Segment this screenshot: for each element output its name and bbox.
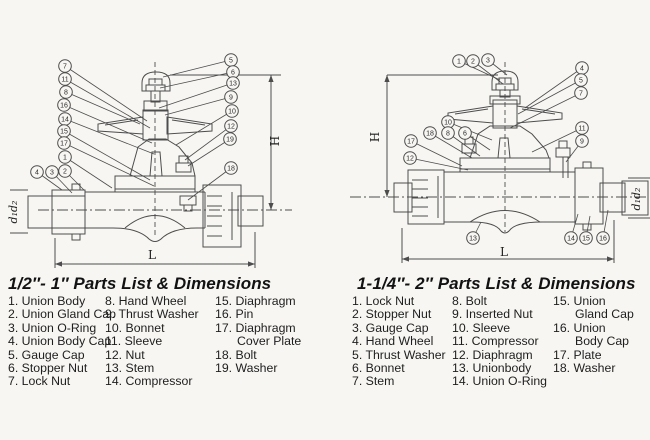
svg-text:7: 7 [579,90,583,98]
callout-1-18 [424,127,437,140]
parts-list-item: 3. Gauge Cap [352,320,429,335]
parts-list-item: 2. Union Gland Cap [8,307,117,322]
parts-list-item: 12. Nut [105,347,145,362]
parts-list-item: 17. Diaphragm [215,320,296,335]
svg-text:9: 9 [229,94,233,102]
callout-leader-0-8 [66,92,140,124]
parts-list-item: 19. Washer [215,361,278,376]
svg-text:12: 12 [227,123,235,131]
dim-label-diameters-large: d₁d₂ [630,187,643,211]
parts-list-item: 15. Union [553,294,606,308]
callout-1-8 [442,127,455,140]
parts-list-small-col2 [105,295,199,389]
parts-list-item: 7. Stem [352,374,395,389]
callout-leader-0-7 [65,66,147,121]
callout-0-1 [59,151,72,164]
callout-0-7 [59,60,72,73]
callout-0-3 [46,166,59,179]
parts-list-large-col1 [352,295,446,389]
svg-text:10: 10 [228,108,236,116]
svg-text:3: 3 [486,57,490,65]
parts-list-item: 2. Stopper Nut [352,307,432,322]
callout-1-16 [597,232,610,245]
parts-list-item: 18. Washer [553,361,616,376]
svg-text:4: 4 [580,65,584,73]
callout-leader-0-19 [188,139,230,166]
svg-text:2: 2 [471,58,475,66]
svg-text:11: 11 [61,76,69,84]
callout-0-5 [225,54,238,67]
callout-0-2 [59,165,72,178]
parts-list-item: 15. Diaphragm [215,294,296,308]
svg-text:5: 5 [579,77,583,85]
callout-0-8 [60,86,73,99]
callout-1-15 [580,232,593,245]
parts-list-item: Cover Plate [237,334,302,349]
callout-leader-1-4 [525,68,582,108]
dim-label-length-small: L [148,248,156,262]
callout-0-18 [225,162,238,175]
callout-0-14 [59,113,72,126]
svg-text:2: 2 [63,168,67,176]
callout-1-14 [565,232,578,245]
callout-1-12 [404,152,417,165]
parts-list-item: 11. Sleeve [105,334,163,349]
svg-text:9: 9 [580,138,584,146]
callout-0-13 [227,77,240,90]
parts-list-item: 7. Lock Nut [8,374,71,389]
svg-text:15: 15 [60,128,68,136]
svg-text:6: 6 [231,69,235,77]
callout-1-9 [576,135,589,148]
parts-list-item: 8. Bolt [452,294,487,308]
svg-text:12: 12 [406,155,414,163]
svg-text:3: 3 [50,169,54,177]
callout-leader-1-12 [410,158,468,170]
svg-text:11: 11 [578,125,586,133]
svg-text:1: 1 [457,58,461,66]
parts-list-item: 6. Stopper Nut [8,361,88,376]
parts-list-small-col3 [215,295,301,375]
svg-text:17: 17 [60,140,68,148]
parts-list-item: 9. Thrust Washer [105,307,199,322]
svg-text:14: 14 [61,116,69,124]
callout-0-12 [225,120,238,133]
parts-list-item: 16. Union [553,320,606,335]
callout-leader-0-6 [160,72,233,88]
svg-text:16: 16 [599,235,607,243]
callout-0-11 [59,73,72,86]
parts-list-item: Body Cap [575,334,630,349]
callout-leader-0-15 [64,131,150,180]
svg-text:4: 4 [35,169,39,177]
parts-list-item: 3. Union O-Ring [8,320,97,335]
callout-1-5 [575,74,588,87]
parts-list-item: 5. Thrust Washer [352,347,446,362]
callout-0-19 [224,133,237,146]
svg-text:18: 18 [227,165,235,173]
callout-1-6 [459,127,472,140]
callout-1-7 [575,87,588,100]
svg-text:7: 7 [63,63,67,71]
parts-list-item: 6. Bonnet [352,361,405,376]
dim-label-diameters-small: d₁d₂ [7,200,20,224]
callout-1-4 [576,62,589,75]
parts-list-large-col2 [452,295,547,389]
parts-list-item: 9. Inserted Nut [452,307,533,322]
callout-0-4 [31,166,44,179]
svg-text:6: 6 [463,130,467,138]
parts-list-title-small-valve: 1/2″- 1″ Parts List & Dimensions [8,274,272,293]
parts-list-item: 13. Stem [105,361,155,376]
parts-list-item: 4. Union Body Cap [8,334,112,349]
svg-text:8: 8 [64,89,68,97]
parts-list-item: 12. Diaphragm [452,347,533,362]
svg-text:10: 10 [444,119,452,127]
svg-text:19: 19 [226,136,234,144]
dim-label-length-large: L [500,245,508,259]
callout-1-3 [482,54,495,67]
callout-leader-0-17 [64,143,154,186]
parts-list-item: 18. Bolt [215,347,257,362]
svg-text:16: 16 [60,102,68,110]
callout-leader-1-17 [411,141,462,166]
svg-text:5: 5 [229,57,233,65]
callout-leader-0-9 [165,97,231,115]
svg-text:13: 13 [229,80,237,88]
svg-text:13: 13 [469,235,477,243]
callout-1-17 [405,135,418,148]
svg-text:8: 8 [446,130,450,138]
callout-1-1 [453,55,466,68]
parts-list-item: 16. Pin [215,307,254,322]
parts-list-item: 11. Compressor [452,334,539,349]
callout-0-10 [226,105,239,118]
parts-list-item: 13. Unionbody [452,361,532,376]
parts-list-item: 14. Compressor [105,374,193,389]
parts-list-item: 8. Hand Wheel [105,294,187,308]
svg-text:18: 18 [426,130,434,138]
callout-0-16 [58,99,71,112]
parts-list-title-large-valve: 1-1/4″- 2″ Parts List & Dimensions [357,274,636,293]
parts-list-item: 10. Bonnet [105,320,165,335]
parts-list-item: 1. Union Body [8,294,86,308]
callout-leader-1-7 [510,93,581,128]
parts-list-small-col1 [8,295,116,389]
parts-list-item: 14. Union O-Ring [452,374,548,389]
parts-list-item: 10. Sleeve [452,320,511,335]
svg-text:15: 15 [582,235,590,243]
parts-list-large-col3 [553,295,634,375]
parts-list-item: 5. Gauge Cap [8,347,85,362]
dim-label-height-small: H [268,135,282,147]
dim-label-height-large: H [368,131,382,143]
parts-list-item: 1. Lock Nut [352,294,415,308]
callout-1-13 [467,232,480,245]
parts-list-item: Gland Cap [575,307,634,322]
callout-0-9 [225,91,238,104]
callout-1-2 [467,55,480,68]
parts-list-item: 17. Plate [553,347,602,362]
svg-text:17: 17 [407,138,415,146]
parts-list-item: 4. Hand Wheel [352,334,434,349]
svg-text:1: 1 [63,154,67,162]
callout-0-15 [58,125,71,138]
callout-1-11 [576,122,589,135]
callout-leader-0-1 [65,157,112,188]
svg-text:14: 14 [567,235,575,243]
callout-leader-0-11 [65,79,150,128]
callout-0-17 [58,137,71,150]
